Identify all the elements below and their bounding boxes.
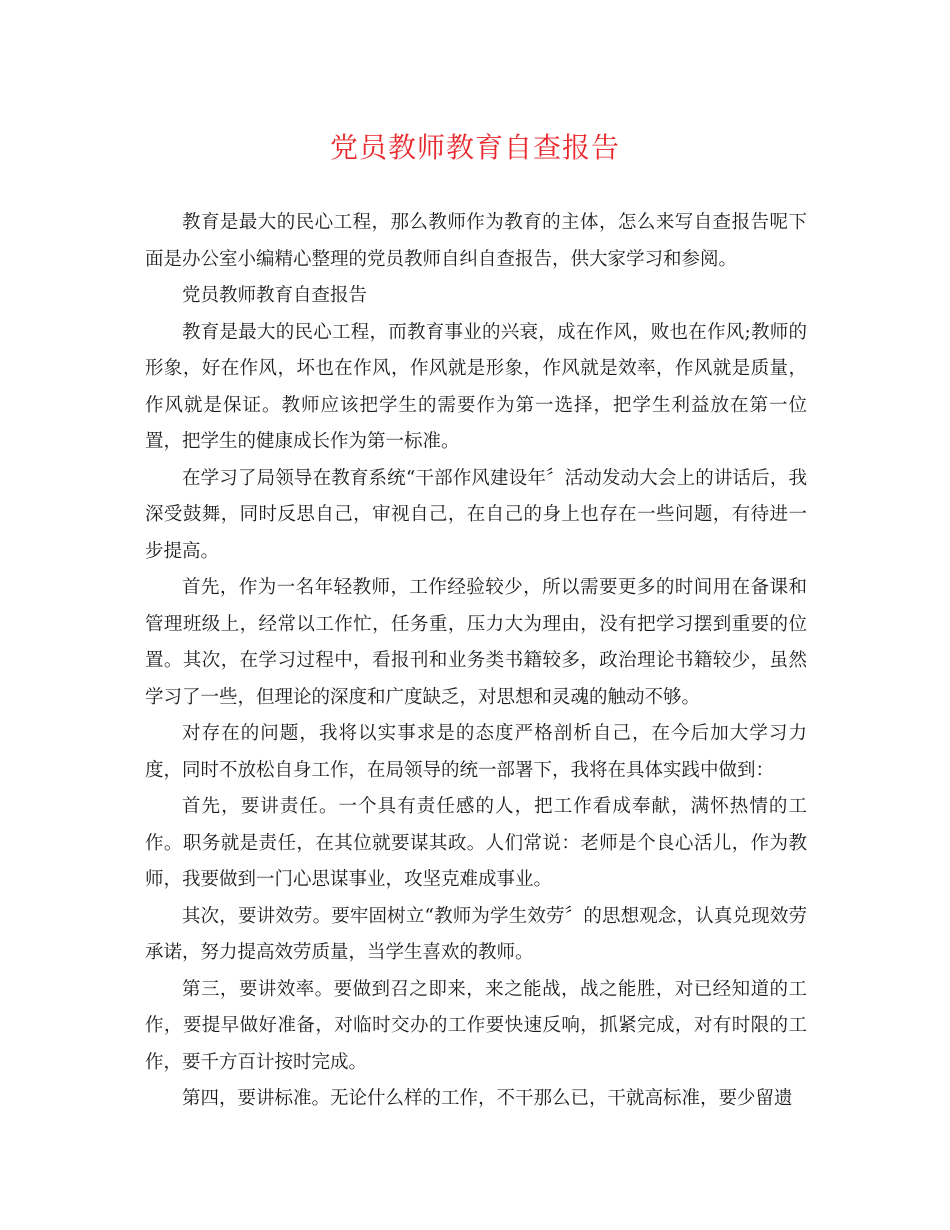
paragraph: 第四，要讲标准。无论什么样的工作，不干那么已，干就高标准，要少留遗 — [182, 1088, 793, 1109]
paragraph: 对存在的问题，我将以实事求是的态度严格剖析自己，在今后加大学习力度，同时不放松自身工作，在局领导的统一部署下，我将在具体实践中做到： — [145, 723, 807, 781]
paragraph: 教育是最大的民心工程，那么教师作为教育的主体，怎么来写自查报告呢下面是办公室小编精心整理的党员教师自纠自查报告，供大家学习和参阅。 — [145, 212, 807, 270]
paragraph: 其次，要讲效劳。要牢固树立“教师为学生效劳〞的思想观念，认真兑现效劳承诺，努力提高效劳质量，当学生喜欢的教师。 — [145, 905, 807, 963]
document-body — [145, 205, 807, 1118]
paragraph: 教育是最大的民心工程，而教育事业的兴衰，成在作风，败也在作风;教师的形象，好在作风，坏也在作风，作风就是形象，作风就是效率，作风就是质量，作风就是保证。教师应该把学生的需要作为第一选择，把学生利益放在第一位置，把学生的健康成长作为第一标准。 — [145, 321, 807, 452]
paragraph: 首先，要讲责任。一个具有责任感的人，把工作看成奉献，满怀热情的工作。职务就是责任，在其位就要谋其政。人们常说：老师是个良心活儿，作为教师，我要做到一门心思谋事业，攻坚克难成事业。 — [145, 796, 807, 890]
document-title: 党员教师教育自查报告 — [329, 131, 620, 164]
paragraph: 首先，作为一名年轻教师，工作经验较少，所以需要更多的时间用在备课和管理班级上，经常以工作忙，任务重，压力大为理由，没有把学习摆到重要的位置。其次，在学习过程中，看报刊和业务类书籍较多，政治理论书籍较少，虽然学习了一些，但理论的深度和广度缺乏，对思想和灵魂的触动不够。 — [145, 577, 807, 708]
paragraph: 第三，要讲效率。要做到召之即来，来之能战，战之能胜，对已经知道的工作，要提早做好准备，对临时交办的工作要快速反响，抓紧完成，对有时限的工作，要千方百计按时完成。 — [145, 978, 807, 1073]
paragraph-subheading: 党员教师教育自查报告 — [182, 285, 368, 306]
paragraph: 在学习了局领导在教育系统“干部作风建设年〞活动发动大会上的讲话后，我深受鼓舞，同时反思自己，审视自己，在自己的身上也存在一些问题，有待进一步提高。 — [145, 467, 807, 562]
